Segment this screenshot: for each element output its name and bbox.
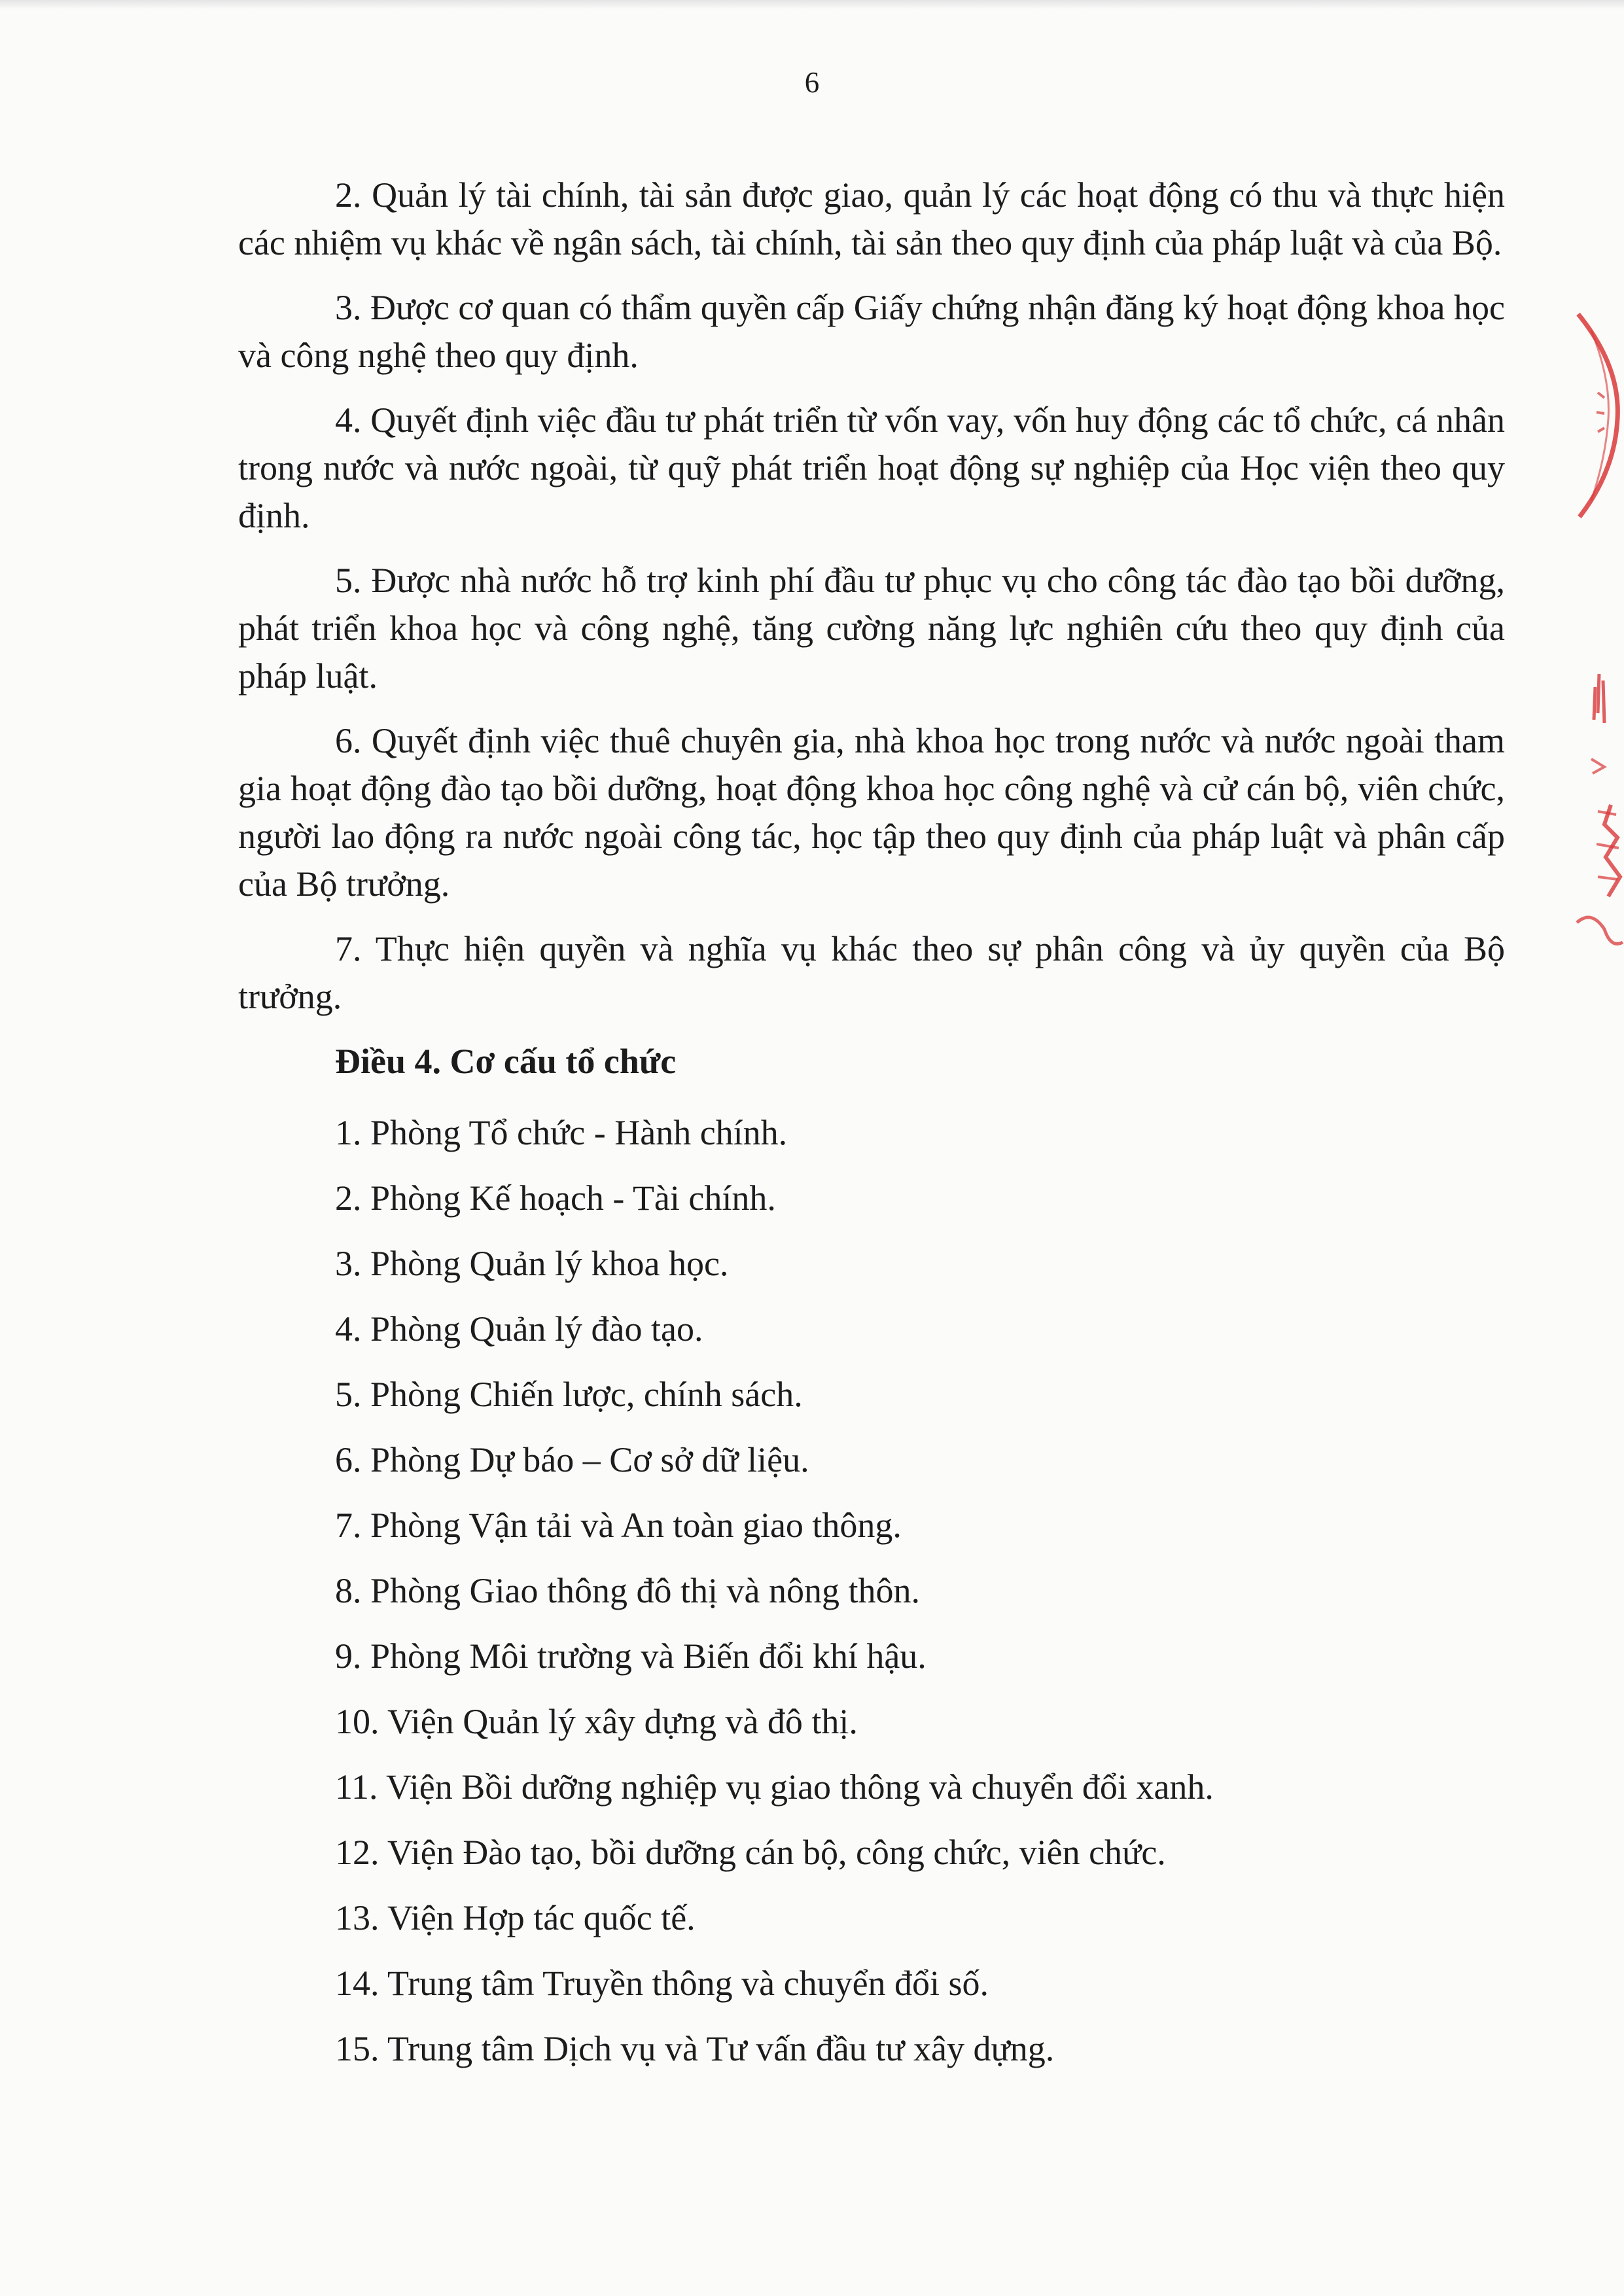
document-body	[238, 171, 1505, 2081]
list-item: 1. Phòng Tổ chức - Hành chính.	[335, 1113, 788, 1152]
paragraph-2: 2. Quản lý tài chính, tài sản được giao, quản lý các hoạt động có thu và thực hiện các nhiệm vụ khác về ngân sách, tài chính, tài sản theo quy định của pháp luật và của Bộ.	[238, 175, 1505, 262]
scan-edge	[0, 0, 1624, 9]
page-number: 6	[804, 66, 820, 99]
list-item: 13. Viện Hợp tác quốc tế.	[335, 1898, 696, 1937]
list-item: 9. Phòng Môi trường và Biến đổi khí hậu.	[335, 1636, 927, 1676]
list-item: 7. Phòng Vận tải và An toàn giao thông.	[335, 1506, 902, 1545]
signature-stamp-fragment	[1565, 661, 1624, 975]
paragraph-6: 6. Quyết định việc thuê chuyên gia, nhà khoa học trong nước và nước ngoài tham gia hoạt động đào tạo bồi dưỡng, hoạt động khoa học công nghệ và cử cán bộ, viên chức, người lao động ra nước ngoài công tác, học tập theo quy định của pháp luật và phân cấp của Bộ trưởng.	[238, 721, 1505, 904]
paragraph-3: 3. Được cơ quan có thẩm quyền cấp Giấy chứng nhận đăng ký hoạt động khoa học và công nghệ theo quy định.	[238, 288, 1505, 375]
paragraph-4: 4. Quyết định việc đầu tư phát triển từ vốn vay, vốn huy động các tổ chức, cá nhân trong nước và nước ngoài, từ quỹ phát triển hoạt động sự nghiệp của Học viện theo quy định.	[238, 400, 1505, 535]
seal-stamp-fragment	[1572, 308, 1624, 523]
list-item: 14. Trung tâm Truyền thông và chuyển đổi số.	[335, 1964, 989, 2003]
list-item: 10. Viện Quản lý xây dựng và đô thị.	[335, 1702, 858, 1741]
list-item: 6. Phòng Dự báo – Cơ sở dữ liệu.	[335, 1440, 809, 1479]
list-item: 4. Phòng Quản lý đào tạo.	[335, 1309, 703, 1349]
list-item: 5. Phòng Chiến lược, chính sách.	[335, 1375, 803, 1414]
article-heading: Điều 4. Cơ cấu tổ chức	[335, 1042, 677, 1081]
list-item: 11. Viện Bồi dưỡng nghiệp vụ giao thông và chuyển đổi xanh.	[335, 1767, 1214, 1807]
list-item: 8. Phòng Giao thông đô thị và nông thôn.	[335, 1571, 920, 1610]
paragraph-7: 7. Thực hiện quyền và nghĩa vụ khác theo sự phân công và ủy quyền của Bộ trưởng.	[238, 929, 1505, 1016]
paragraph-5: 5. Được nhà nước hỗ trợ kinh phí đầu tư phục vụ cho công tác đào tạo bồi dưỡng, phát triển khoa học và công nghệ, tăng cường năng lực nghiên cứu theo quy định của pháp luật.	[238, 561, 1505, 696]
list-item: 12. Viện Đào tạo, bồi dưỡng cán bộ, công chức, viên chức.	[335, 1833, 1166, 1872]
list-item: 3. Phòng Quản lý khoa học.	[335, 1244, 729, 1283]
organization-list	[238, 1100, 1505, 2081]
list-item: 15. Trung tâm Dịch vụ và Tư vấn đầu tư xây dựng.	[335, 2029, 1055, 2068]
list-item: 2. Phòng Kế hoạch - Tài chính.	[335, 1178, 776, 1218]
